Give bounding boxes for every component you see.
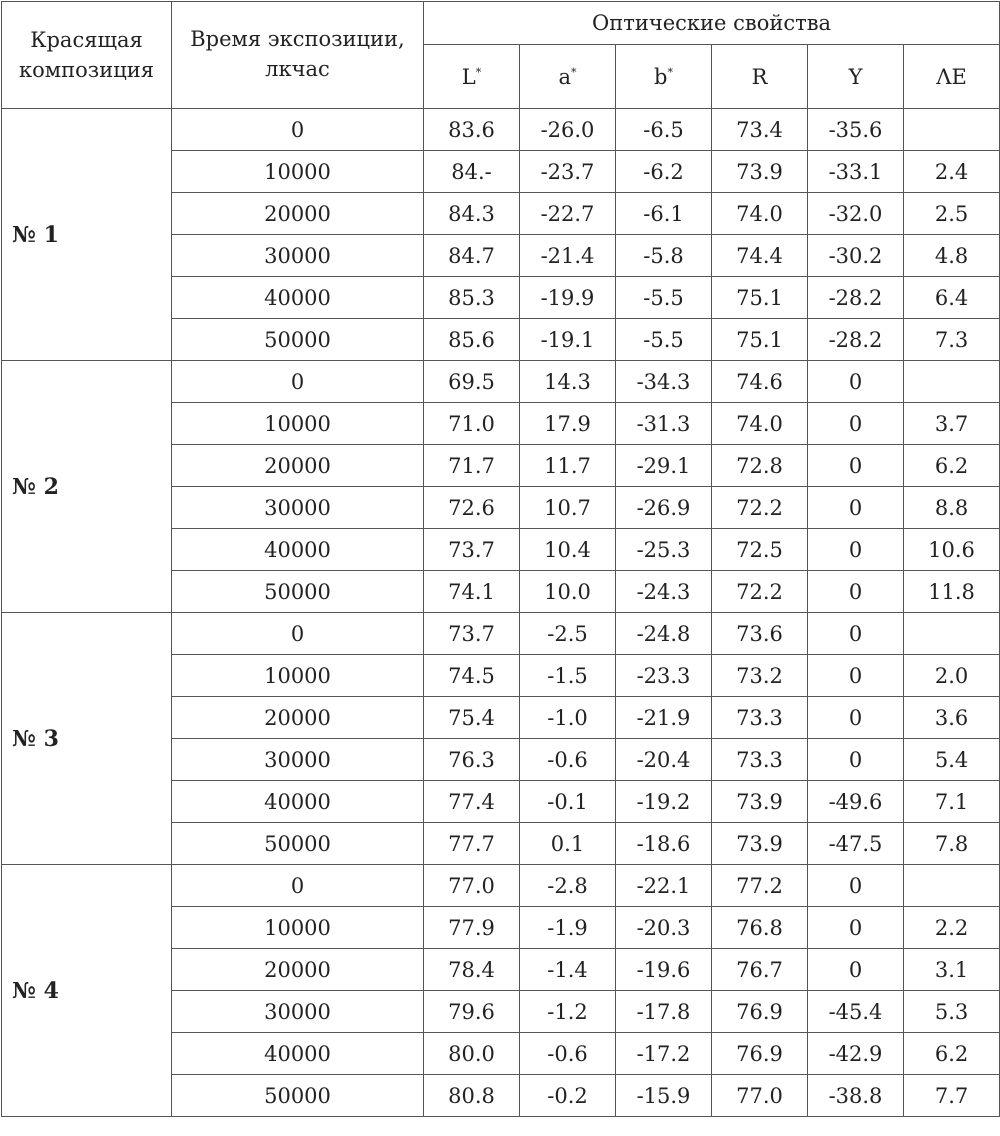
cell-r: 76.8: [712, 907, 808, 949]
cell-l: 83.6: [424, 109, 520, 151]
cell-b: -6.1: [616, 193, 712, 235]
header-optical-properties: Оптические свойства: [424, 2, 1000, 45]
cell-l: 80.0: [424, 1033, 520, 1075]
cell-delta-e: 3.6: [904, 697, 1000, 739]
cell-l: 77.0: [424, 865, 520, 907]
cell-b: -15.9: [616, 1075, 712, 1117]
cell-y: 0: [808, 739, 904, 781]
cell-b: -31.3: [616, 403, 712, 445]
cell-b: -20.4: [616, 739, 712, 781]
cell-y: 0: [808, 571, 904, 613]
cell-exposure: 20000: [172, 193, 424, 235]
cell-a: -19.9: [520, 277, 616, 319]
cell-b: -18.6: [616, 823, 712, 865]
cell-a: -26.0: [520, 109, 616, 151]
cell-l: 77.4: [424, 781, 520, 823]
cell-y: 0: [808, 445, 904, 487]
cell-l: 76.3: [424, 739, 520, 781]
cell-delta-e: 2.2: [904, 907, 1000, 949]
cell-b: -21.9: [616, 697, 712, 739]
cell-b: -24.8: [616, 613, 712, 655]
cell-delta-e: 7.8: [904, 823, 1000, 865]
cell-r: 77.0: [712, 1075, 808, 1117]
cell-r: 72.8: [712, 445, 808, 487]
cell-y: 0: [808, 907, 904, 949]
cell-delta-e: 2.0: [904, 655, 1000, 697]
cell-a: -23.7: [520, 151, 616, 193]
cell-b: -19.2: [616, 781, 712, 823]
cell-delta-e: 7.7: [904, 1075, 1000, 1117]
cell-exposure: 0: [172, 109, 424, 151]
cell-delta-e: [904, 361, 1000, 403]
cell-b: -5.5: [616, 277, 712, 319]
cell-y: 0: [808, 361, 904, 403]
cell-l: 77.9: [424, 907, 520, 949]
cell-b: -20.3: [616, 907, 712, 949]
cell-exposure: 0: [172, 865, 424, 907]
cell-exposure: 50000: [172, 571, 424, 613]
cell-a: -22.7: [520, 193, 616, 235]
cell-r: 76.9: [712, 1033, 808, 1075]
cell-exposure: 40000: [172, 1033, 424, 1075]
cell-a: -1.9: [520, 907, 616, 949]
cell-delta-e: [904, 109, 1000, 151]
cell-delta-e: 7.1: [904, 781, 1000, 823]
cell-a: -2.8: [520, 865, 616, 907]
cell-l: 84.7: [424, 235, 520, 277]
cell-l: 73.7: [424, 613, 520, 655]
cell-r: 73.6: [712, 613, 808, 655]
cell-a: 0.1: [520, 823, 616, 865]
cell-a: -0.1: [520, 781, 616, 823]
cell-r: 76.7: [712, 949, 808, 991]
cell-a: -0.6: [520, 1033, 616, 1075]
cell-r: 73.9: [712, 823, 808, 865]
cell-y: -35.6: [808, 109, 904, 151]
cell-y: -33.1: [808, 151, 904, 193]
composition-label: № 1: [2, 109, 172, 361]
cell-b: -34.3: [616, 361, 712, 403]
cell-r: 73.3: [712, 697, 808, 739]
cell-b: -17.2: [616, 1033, 712, 1075]
header-col-y: Y: [808, 45, 904, 109]
cell-exposure: 30000: [172, 739, 424, 781]
cell-y: -32.0: [808, 193, 904, 235]
cell-exposure: 10000: [172, 151, 424, 193]
cell-a: 17.9: [520, 403, 616, 445]
cell-l: 71.0: [424, 403, 520, 445]
cell-exposure: 0: [172, 361, 424, 403]
header-composition: Красящая композиция: [2, 2, 172, 109]
cell-r: 73.9: [712, 151, 808, 193]
cell-delta-e: 2.4: [904, 151, 1000, 193]
cell-exposure: 10000: [172, 655, 424, 697]
cell-a: -0.6: [520, 739, 616, 781]
cell-a: -2.5: [520, 613, 616, 655]
table-body: [2, 109, 1000, 1117]
cell-y: -45.4: [808, 991, 904, 1033]
cell-b: -24.3: [616, 571, 712, 613]
cell-y: -47.5: [808, 823, 904, 865]
cell-b: -23.3: [616, 655, 712, 697]
cell-a: -19.1: [520, 319, 616, 361]
header-col-b: b*: [616, 45, 712, 109]
cell-l: 79.6: [424, 991, 520, 1033]
cell-a: 10.0: [520, 571, 616, 613]
cell-r: 74.6: [712, 361, 808, 403]
cell-a: 10.4: [520, 529, 616, 571]
cell-b: -6.2: [616, 151, 712, 193]
cell-r: 77.2: [712, 865, 808, 907]
cell-l: 71.7: [424, 445, 520, 487]
cell-l: 69.5: [424, 361, 520, 403]
cell-y: -28.2: [808, 277, 904, 319]
cell-r: 72.2: [712, 571, 808, 613]
cell-l: 73.7: [424, 529, 520, 571]
cell-exposure: 30000: [172, 991, 424, 1033]
cell-l: 74.1: [424, 571, 520, 613]
table-header: [2, 2, 1000, 109]
cell-b: -19.6: [616, 949, 712, 991]
cell-a: -1.5: [520, 655, 616, 697]
cell-r: 75.1: [712, 277, 808, 319]
cell-a: -1.2: [520, 991, 616, 1033]
cell-delta-e: 6.2: [904, 445, 1000, 487]
cell-y: -49.6: [808, 781, 904, 823]
cell-a: 11.7: [520, 445, 616, 487]
cell-y: -30.2: [808, 235, 904, 277]
cell-exposure: 20000: [172, 949, 424, 991]
header-col-delta-e: ΛE: [904, 45, 1000, 109]
cell-exposure: 20000: [172, 445, 424, 487]
cell-l: 78.4: [424, 949, 520, 991]
cell-a: -21.4: [520, 235, 616, 277]
cell-r: 74.0: [712, 403, 808, 445]
cell-delta-e: 7.3: [904, 319, 1000, 361]
cell-r: 73.2: [712, 655, 808, 697]
cell-r: 72.2: [712, 487, 808, 529]
cell-y: 0: [808, 949, 904, 991]
cell-exposure: 10000: [172, 403, 424, 445]
cell-delta-e: [904, 613, 1000, 655]
cell-delta-e: [904, 865, 1000, 907]
cell-y: 0: [808, 487, 904, 529]
cell-y: 0: [808, 655, 904, 697]
cell-b: -6.5: [616, 109, 712, 151]
cell-a: -1.4: [520, 949, 616, 991]
cell-exposure: 40000: [172, 529, 424, 571]
cell-y: 0: [808, 865, 904, 907]
cell-exposure: 50000: [172, 823, 424, 865]
cell-l: 84.-: [424, 151, 520, 193]
cell-y: 0: [808, 403, 904, 445]
cell-delta-e: 5.3: [904, 991, 1000, 1033]
cell-delta-e: 3.1: [904, 949, 1000, 991]
cell-l: 72.6: [424, 487, 520, 529]
cell-y: 0: [808, 613, 904, 655]
cell-delta-e: 2.5: [904, 193, 1000, 235]
table-row: [2, 361, 1000, 403]
cell-exposure: 10000: [172, 907, 424, 949]
cell-r: 76.9: [712, 991, 808, 1033]
cell-l: 85.3: [424, 277, 520, 319]
cell-r: 72.5: [712, 529, 808, 571]
composition-label: № 2: [2, 361, 172, 613]
cell-b: -22.1: [616, 865, 712, 907]
composition-label: № 3: [2, 613, 172, 865]
table-row: [2, 109, 1000, 151]
cell-l: 84.3: [424, 193, 520, 235]
cell-delta-e: 6.4: [904, 277, 1000, 319]
cell-a: 10.7: [520, 487, 616, 529]
cell-delta-e: 8.8: [904, 487, 1000, 529]
cell-y: -38.8: [808, 1075, 904, 1117]
cell-r: 73.9: [712, 781, 808, 823]
cell-exposure: 0: [172, 613, 424, 655]
cell-l: 77.7: [424, 823, 520, 865]
cell-y: -42.9: [808, 1033, 904, 1075]
cell-exposure: 40000: [172, 781, 424, 823]
cell-r: 74.0: [712, 193, 808, 235]
cell-b: -29.1: [616, 445, 712, 487]
cell-a: -1.0: [520, 697, 616, 739]
cell-exposure: 50000: [172, 1075, 424, 1117]
cell-b: -26.9: [616, 487, 712, 529]
table-row: [2, 613, 1000, 655]
optical-properties-table: [1, 1, 1000, 1117]
cell-exposure: 20000: [172, 697, 424, 739]
table-row: [2, 865, 1000, 907]
cell-delta-e: 5.4: [904, 739, 1000, 781]
cell-r: 74.4: [712, 235, 808, 277]
cell-y: -28.2: [808, 319, 904, 361]
cell-delta-e: 11.8: [904, 571, 1000, 613]
cell-b: -25.3: [616, 529, 712, 571]
cell-exposure: 40000: [172, 277, 424, 319]
cell-exposure: 30000: [172, 235, 424, 277]
cell-exposure: 30000: [172, 487, 424, 529]
cell-r: 75.1: [712, 319, 808, 361]
cell-l: 80.8: [424, 1075, 520, 1117]
cell-delta-e: 10.6: [904, 529, 1000, 571]
cell-b: -17.8: [616, 991, 712, 1033]
header-col-r: R: [712, 45, 808, 109]
cell-y: 0: [808, 529, 904, 571]
composition-label: № 4: [2, 865, 172, 1117]
header-col-l: L*: [424, 45, 520, 109]
cell-r: 73.3: [712, 739, 808, 781]
cell-delta-e: 3.7: [904, 403, 1000, 445]
cell-b: -5.8: [616, 235, 712, 277]
cell-l: 85.6: [424, 319, 520, 361]
header-exposure-time: Время экспозиции, лкчас: [172, 2, 424, 109]
cell-delta-e: 6.2: [904, 1033, 1000, 1075]
cell-r: 73.4: [712, 109, 808, 151]
cell-exposure: 50000: [172, 319, 424, 361]
cell-l: 74.5: [424, 655, 520, 697]
cell-a: -0.2: [520, 1075, 616, 1117]
cell-b: -5.5: [616, 319, 712, 361]
cell-a: 14.3: [520, 361, 616, 403]
cell-y: 0: [808, 697, 904, 739]
header-col-a: a*: [520, 45, 616, 109]
cell-delta-e: 4.8: [904, 235, 1000, 277]
cell-l: 75.4: [424, 697, 520, 739]
